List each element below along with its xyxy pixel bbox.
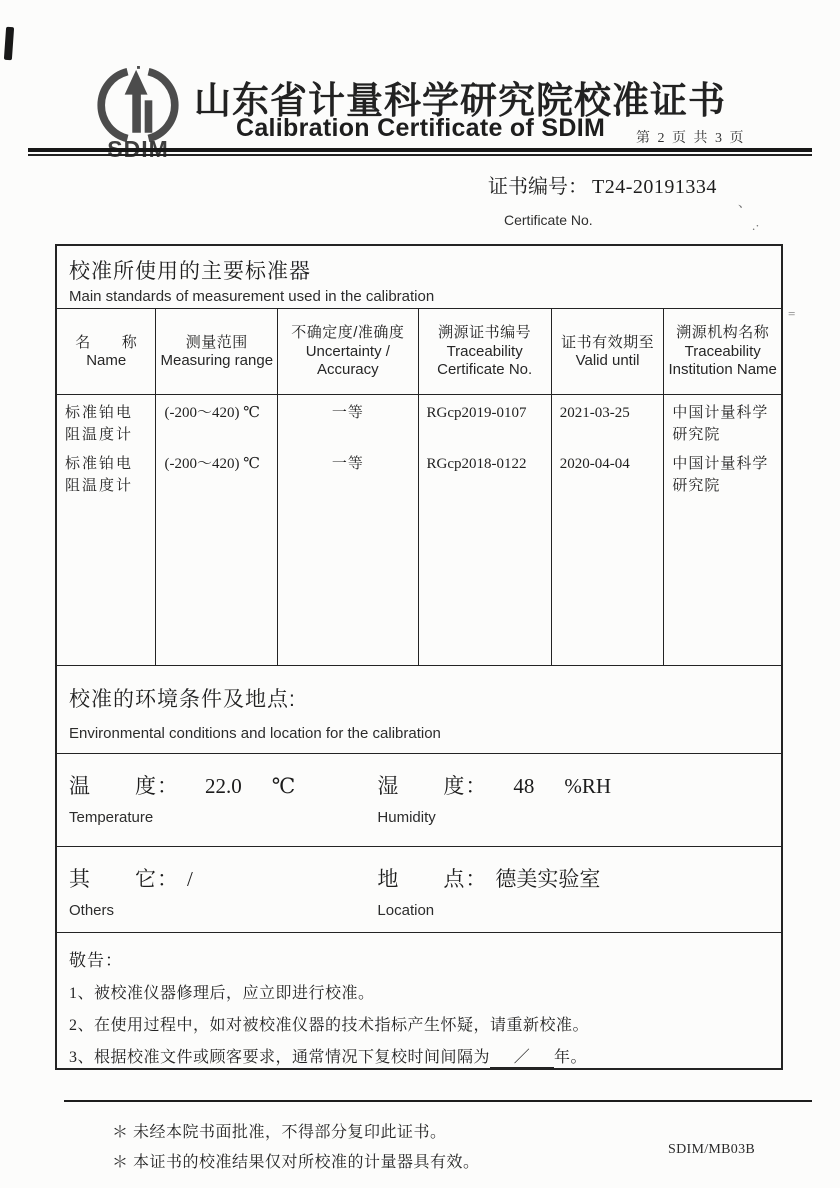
certificate-number-value: T24-20191334	[592, 176, 717, 198]
form-code: SDIM/MB03B	[668, 1142, 756, 1157]
col-valid-until: 证书有效期至 Valid until	[552, 309, 665, 394]
cell-uncertainty: 一等 一等	[278, 395, 418, 665]
standards-title-cn: 校准所使用的主要标准器	[69, 260, 311, 283]
humidity-label: 湿 度：	[377, 773, 488, 798]
notice-item-1: 1、被校准仪器修理后，应立即进行校准。	[69, 985, 375, 1003]
footer-note-2: ＊ 本证书的校准结果仅对所校准的计量器具有效。	[112, 1154, 480, 1171]
location-label: 地 点：	[377, 867, 488, 892]
standards-title-en: Main standards of measurement used in the calibration	[69, 288, 435, 305]
others-field	[57, 847, 365, 932]
certificate-number	[488, 170, 717, 199]
standards-table	[57, 309, 781, 666]
temperature-field	[57, 754, 365, 847]
notice-item-3: 3、根据校准文件或顾客要求，通常情况下复校时间间隔为 ／ 年。	[69, 1044, 767, 1068]
humidity-value: 48	[513, 773, 535, 798]
certificate-number-label-en: Certificate No.	[504, 212, 593, 228]
footer-note-1: ＊ 未经本院书面批准，不得部分复印此证书。	[112, 1124, 447, 1141]
standards-section-title	[57, 246, 781, 309]
notice-title: 敬告：	[69, 951, 123, 971]
cell-range: (-200～420) ℃ (-200～420) ℃	[156, 395, 278, 665]
col-institution: 溯源机构名称 Traceability Institution Name	[668, 324, 777, 379]
temperature-unit: ℃	[271, 773, 296, 798]
others-label-en: Others	[69, 902, 115, 920]
footer-notes	[112, 1112, 480, 1172]
cell-institution: 中国计量科学研究院 中国计量科学研究院	[672, 405, 769, 494]
standards-table-header	[57, 309, 781, 395]
cell-cert-no: RGcp2019-0107 RGcp2018-0122	[419, 395, 552, 665]
notice-section	[57, 933, 781, 1068]
cell-valid-until: 2021-03-25 2020-04-04	[552, 395, 665, 665]
recalibration-interval-blank: ／	[490, 1044, 554, 1068]
temp-humidity-row	[57, 754, 781, 848]
page-title: 山东省计量科学研究院校准证书	[194, 81, 726, 122]
col-uncertainty: 不确定度/准确度 Uncertainty / Accuracy	[278, 309, 418, 394]
environment-section-title	[57, 666, 781, 754]
scan-artifact	[4, 27, 14, 60]
others-location-row	[57, 847, 781, 933]
header-divider	[28, 148, 812, 156]
notice-item-2: 2、在使用过程中，如对被校准仪器的技术指标产生怀疑，请重新校准。	[69, 1017, 590, 1035]
location-label-en: Location	[377, 902, 435, 920]
col-name: 名 称 Name	[57, 309, 156, 394]
humidity-label-en: Humidity	[377, 808, 436, 826]
page-subtitle: Calibration Certificate of SDIM	[236, 114, 606, 142]
others-label: 其 它：	[69, 867, 179, 892]
humidity-field	[365, 754, 781, 847]
logo-label: SDIM	[107, 136, 169, 162]
humidity-unit: %RH	[564, 773, 612, 798]
table-row: 标准铂电阻温度计	[65, 456, 134, 494]
cell-name	[57, 395, 156, 665]
table-row: 标准铂电阻温度计	[65, 405, 134, 443]
col-traceability-cert: 溯源证书编号 Traceability Certificate No.	[419, 309, 552, 394]
temperature-label-en: Temperature	[69, 808, 154, 826]
page-number: 第 2 页 共 3 页	[636, 131, 746, 146]
temperature-label: 温 度：	[69, 773, 179, 798]
col-measuring-range: 测量范围 Measuring range	[156, 309, 278, 394]
certificate-number-label: 证书编号：	[488, 176, 588, 198]
environment-title-en: Environmental conditions and location for the calibration	[69, 725, 441, 742]
location-value: 德美实验室	[495, 867, 601, 892]
scan-artifact: .·	[752, 218, 760, 233]
environment-title-cn: 校准的环境条件及地点:	[69, 688, 296, 711]
temperature-value: 22.0	[205, 773, 242, 798]
footer-divider	[64, 1100, 812, 1102]
location-field	[365, 847, 781, 932]
standards-table-body	[57, 395, 781, 665]
others-value: /	[187, 867, 193, 892]
certificate-body	[55, 244, 783, 1070]
scan-artifact: =	[788, 306, 796, 321]
scan-artifact: 、	[738, 195, 752, 210]
